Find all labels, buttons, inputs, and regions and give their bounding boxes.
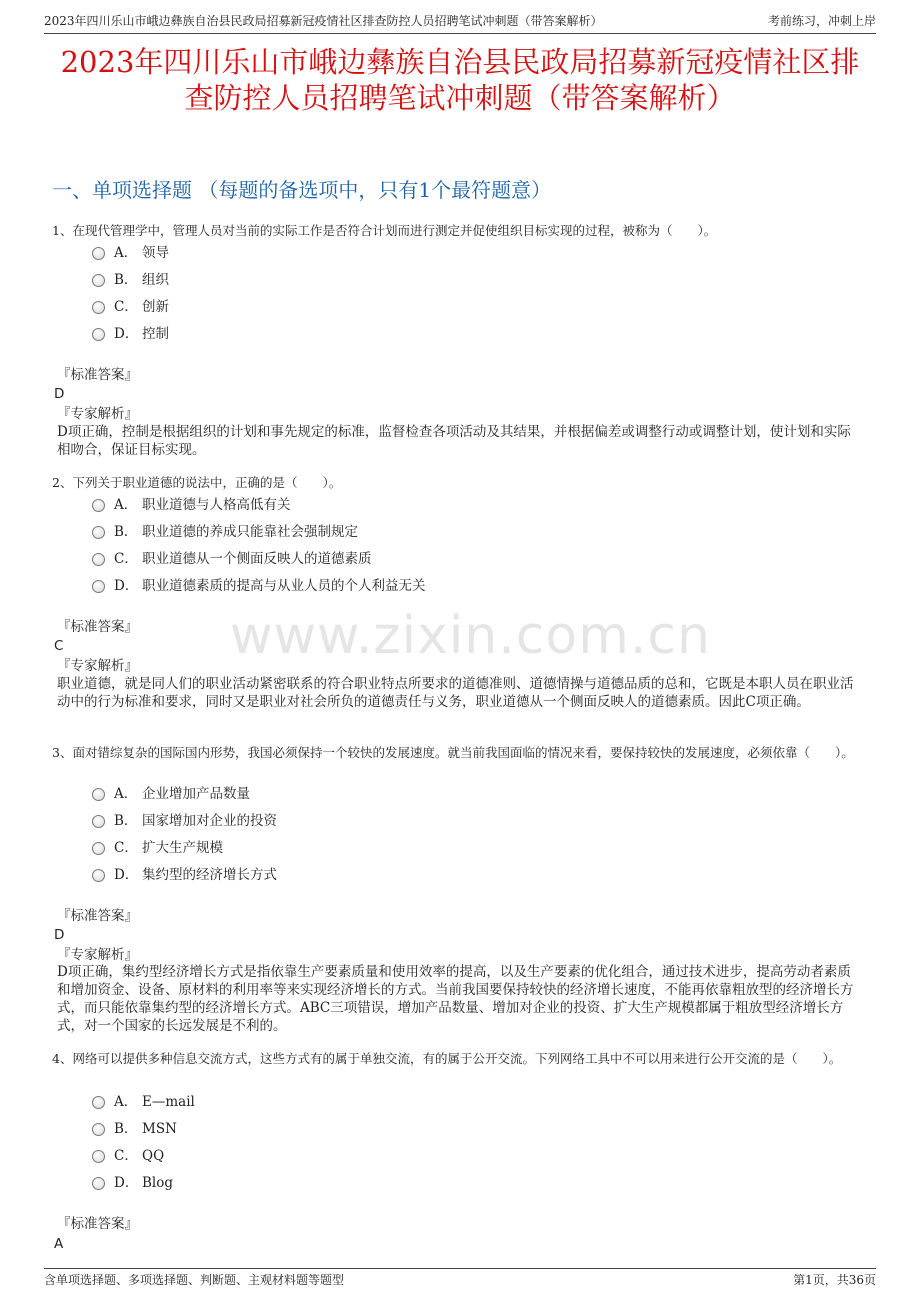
option-text: 职业道德从一个侧面反映人的道德素质 [142, 551, 372, 567]
radio-button-icon[interactable] [92, 1150, 105, 1163]
answer-value: D [54, 927, 65, 943]
watermark: www.zixin.com.cn [230, 606, 711, 666]
question-stem: 1、在现代管理学中，管理人员对当前的实际工作是否符合计划而进行测定并促使组织目标实现的过程，被称为（ ）。 [52, 223, 717, 238]
option-text: 创新 [142, 299, 169, 315]
option-letter: B． [114, 272, 138, 288]
option-text: 集约型的经济增长方式 [142, 867, 277, 883]
question-stem: 4、网络可以提供多种信息交流方式，这些方式有的属于单独交流，有的属于公开交流。下列网络工具中不可以用来进行公开交流的是（ ）。 [52, 1051, 842, 1066]
footer-question-types: 含单项选择题、多项选择题、判断题、主观材料题等题型 [44, 1273, 345, 1287]
option-letter: A． [114, 786, 138, 802]
option-text: 企业增加产品数量 [142, 786, 250, 802]
option-text: 国家增加对企业的投资 [142, 813, 277, 829]
option-letter: C． [114, 1148, 138, 1164]
radio-button-icon[interactable] [92, 788, 105, 801]
answer-value: A [54, 1236, 64, 1252]
radio-button-icon[interactable] [92, 869, 105, 882]
radio-button-icon[interactable] [92, 1096, 105, 1109]
option-text: E—mail [142, 1094, 195, 1110]
option-letter: A． [114, 1094, 138, 1110]
answer-value: C [54, 638, 64, 654]
answer-label: 『标准答案』 [57, 367, 138, 383]
document-title-line2: 查防控人员招聘笔试冲刺题（带答案解析） [184, 81, 736, 115]
option-text: MSN [142, 1121, 177, 1137]
analysis-text: 职业道德，就是同人们的职业活动紧密联系的符合职业特点所要求的道德准则、道德情操与道德品质的总和，它既是本职人员在职业活动中的行为标准和要求，同时又是职业对社会所负的道德责任与义务，职业道德从一个侧面反映人的道德素质。因此C项正确。 [57, 676, 854, 710]
answer-label: 『标准答案』 [57, 1216, 138, 1232]
option-letter: B． [114, 1121, 138, 1137]
question-stem: 2、下列关于职业道德的说法中，正确的是（ ）。 [52, 475, 342, 490]
option-letter: A． [114, 497, 138, 513]
option-text: 领导 [142, 245, 169, 261]
document-title-line1: 2023年四川乐山市峨边彝族自治县民政局招募新冠疫情社区排 [60, 45, 860, 79]
option-letter: C． [114, 551, 138, 567]
radio-button-icon[interactable] [92, 328, 105, 341]
option-text: 职业道德的养成只能靠社会强制规定 [142, 524, 358, 540]
question-stem: 3、面对错综复杂的国际国内形势，我国必须保持一个较快的发展速度。就当前我国面临的情况来看，要保持较快的发展速度，必须依靠（ ）。 [52, 745, 854, 760]
option-text: QQ [142, 1148, 165, 1164]
radio-button-icon[interactable] [92, 526, 105, 539]
analysis-text: D项正确，控制是根据组织的计划和事先规定的标准，监督检查各项活动及其结果，并根据偏差或调整行动或调整计划，使计划和实际相吻合，保证目标实现。 [57, 424, 851, 458]
radio-button-icon[interactable] [92, 499, 105, 512]
radio-button-icon[interactable] [92, 301, 105, 314]
radio-button-icon[interactable] [92, 815, 105, 828]
radio-button-icon[interactable] [92, 842, 105, 855]
radio-button-icon[interactable] [92, 1177, 105, 1190]
radio-button-icon[interactable] [92, 1123, 105, 1136]
option-letter: D． [114, 578, 139, 594]
option-letter: C． [114, 299, 138, 315]
option-letter: D． [114, 326, 139, 342]
page-number: 第1页，共36页 [793, 1273, 876, 1287]
page-footer [44, 1268, 876, 1292]
section-title: 一、单项选择题 （每题的备选项中，只有1个最符题意） [52, 178, 552, 202]
option-letter: B． [114, 524, 138, 540]
answer-label: 『标准答案』 [57, 908, 138, 924]
option-text: 控制 [142, 326, 169, 342]
radio-button-icon[interactable] [92, 274, 105, 287]
analysis-label: 『专家解析』 [57, 406, 138, 422]
radio-button-icon[interactable] [92, 580, 105, 593]
answer-label: 『标准答案』 [57, 619, 138, 635]
radio-button-icon[interactable] [92, 247, 105, 260]
page-header [44, 10, 876, 34]
option-text: 职业道德素质的提高与从业人员的个人利益无关 [142, 578, 426, 594]
radio-button-icon[interactable] [92, 553, 105, 566]
option-letter: D． [114, 867, 139, 883]
analysis-label: 『专家解析』 [57, 658, 138, 674]
option-text: 组织 [142, 272, 169, 288]
document-title [40, 44, 880, 116]
header-slogan: 考前练习，冲刺上岸 [767, 14, 876, 28]
analysis-text: D项正确，集约型经济增长方式是指依靠生产要素质量和使用效率的提高，以及生产要素的优化组合，通过技术进步，提高劳动者素质和增加资金、设备、原材料的利用率等来实现经济增长的方式。当前我国要保持较快的经济增长速度，不能再依靠粗放型的经济增长方式，而只能依靠集约型的经济增长方式。ABC三项错误，增加产品数量、增加对企业的投资、扩大生产规模都属于粗放型经济增长方式，对一个国家的长远发展是不利的。 [57, 964, 854, 1034]
header-doc-title: 2023年四川乐山市峨边彝族自治县民政局招募新冠疫情社区排查防控人员招聘笔试冲刺题（带答案解析） [44, 14, 603, 28]
answer-value: D [54, 386, 65, 402]
option-letter: A． [114, 245, 138, 261]
option-letter: B． [114, 813, 138, 829]
option-letter: D． [114, 1175, 139, 1191]
option-text: 扩大生产规模 [142, 840, 223, 856]
option-text: Blog [142, 1175, 174, 1191]
option-text: 职业道德与人格高低有关 [142, 497, 291, 513]
option-letter: C． [114, 840, 138, 856]
analysis-label: 『专家解析』 [57, 947, 138, 963]
